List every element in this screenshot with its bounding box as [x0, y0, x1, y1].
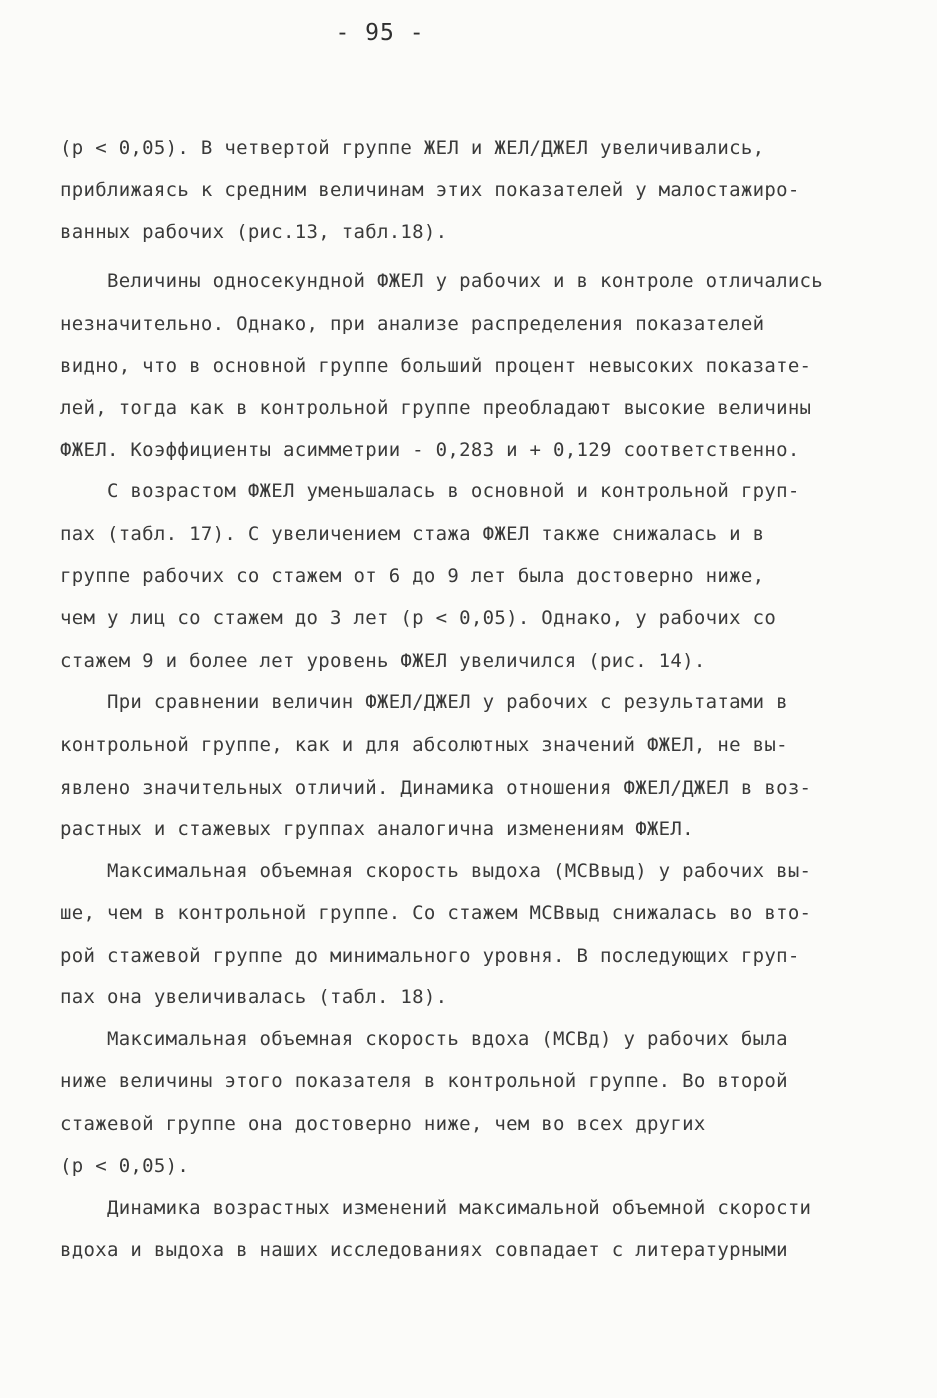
text-line: приближаясь к средним величинам этих показателей у малостажиро- — [60, 179, 800, 201]
text-line: ФЖЕЛ. Коэффициенты асимметрии - 0,283 и + 0,129 соответственно. — [60, 439, 800, 461]
text-line: группе рабочих со стажем от 6 до 9 лет была достоверно ниже, — [60, 565, 765, 587]
text-line: Динамика возрастных изменений максимальной объемной скорости — [60, 1197, 812, 1219]
text-line: ниже величины этого показателя в контрольной группе. Во второй — [60, 1070, 788, 1092]
text-line: (р < 0,05). — [60, 1155, 190, 1177]
text-line: Максимальная объемная скорость выдоха (МСВвыд) у рабочих вы- — [60, 860, 812, 882]
text-line: лей, тогда как в контрольной группе преобладают высокие величины — [60, 397, 812, 419]
text-line: стажевой группе она достоверно ниже, чем во всех других — [60, 1113, 706, 1135]
text-line: ше, чем в контрольной группе. Со стажем МСВвыд снижалась во вто- — [60, 902, 812, 924]
text-line: При сравнении величин ФЖЕЛ/ДЖЕЛ у рабочих с результатами в — [60, 691, 788, 713]
text-line: рой стажевой группе до минимального уровня. В последующих груп- — [60, 945, 800, 967]
text-line: контрольной группе, как и для абсолютных значений ФЖЕЛ, не вы- — [60, 734, 788, 756]
text-line: ванных рабочих (рис.13, табл.18). — [60, 221, 448, 243]
text-line: чем у лиц со стажем до 3 лет (р < 0,05). Однако, у рабочих со — [60, 607, 777, 629]
page-number: - 95 - — [335, 20, 425, 46]
text-line: вдоха и выдоха в наших исследованиях совпадает с литературными — [60, 1239, 788, 1261]
text-line: пах (табл. 17). С увеличением стажа ФЖЕЛ также снижалась и в — [60, 523, 765, 545]
text-line: С возрастом ФЖЕЛ уменьшалась в основной и контрольной груп- — [60, 480, 800, 502]
text-line: видно, что в основной группе больший процент невысоких показате- — [60, 355, 812, 377]
text-line: растных и стажевых группах аналогична изменениям ФЖЕЛ. — [60, 818, 694, 840]
text-line: Величины односекундной ФЖЕЛ у рабочих и в контроле отличались — [60, 270, 824, 292]
text-line: пах она увеличивалась (табл. 18). — [60, 986, 448, 1008]
text-line: Максимальная объемная скорость вдоха (МСВд) у рабочих была — [60, 1028, 788, 1050]
text-line: незначительно. Однако, при анализе распределения показателей — [60, 313, 765, 335]
text-line: (р < 0,05). В четвертой группе ЖЕЛ и ЖЕЛ/ДЖЕЛ увеличивались, — [60, 137, 765, 159]
text-line: явлено значительных отличий. Динамика отношения ФЖЕЛ/ДЖЕЛ в воз- — [60, 777, 812, 799]
text-line: стажем 9 и более лет уровень ФЖЕЛ увеличился (рис. 14). — [60, 650, 706, 672]
